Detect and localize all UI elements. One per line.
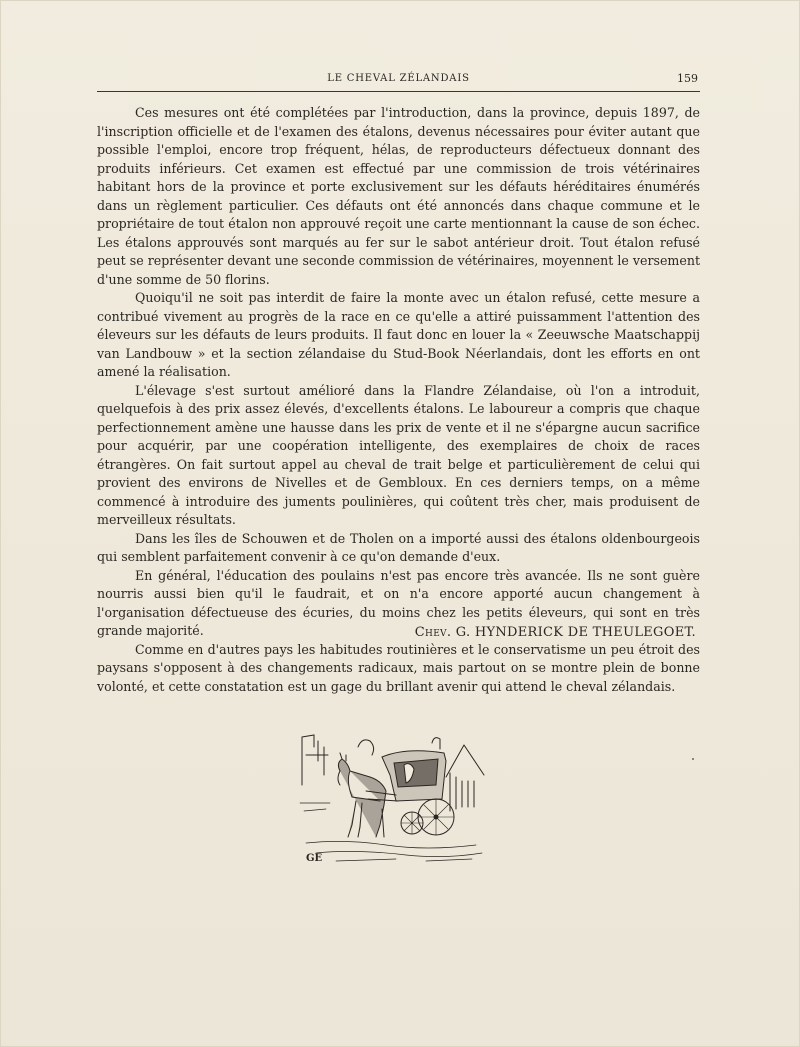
horse-figure	[338, 759, 386, 837]
horse-carriage-drawing	[296, 725, 488, 867]
paragraph: Dans les îles de Schouwen et de Tholen on a importé aussi des étalons oldenbourgeois qui semblent parfaitement convenir à ce qu'on demande d'eux.	[97, 530, 700, 564]
header-rule	[97, 91, 700, 92]
running-title: LE CHEVAL ZÉLANDAIS	[327, 73, 470, 84]
page-number: 159	[677, 72, 698, 85]
paper-speck	[692, 758, 694, 760]
paragraph: Quoiqu'il ne soit pas interdit de faire la monte avec un étalon refusé, cette mesure a contribué vivement au progrès de la race en ce qu'elle a attiré puissamment l'attention des éleveurs sur les défauts de leurs produits. Il faut donc en louer la « Zeeuwsche Maatschappij van Landbouw » et la section zélandaise du Stud-Book Néerlandais, dont les efforts en ont amené la réalisation.	[97, 290, 700, 379]
chimney-sketch	[432, 738, 440, 749]
tree-sketch	[358, 740, 374, 755]
author-signature	[415, 625, 696, 640]
carriage-window	[394, 759, 438, 787]
author-name: G. HYNDERICK DE THEULEGOET.	[455, 625, 696, 640]
building-left-sketch	[302, 735, 328, 785]
artist-monogram: GE	[306, 853, 323, 864]
author-title: Chev.	[414, 625, 452, 640]
running-head	[97, 70, 700, 88]
paragraph: En général, l'éducation des poulains n'est pas encore très avancée. Ils ne sont guère nourris aussi bien qu'il le faudrait, et on n'a encore apporté aucun changement à l'organisation défectueuse des écuries, du moins chez les petits éleveurs, qui sont en très grande majorité.	[97, 567, 700, 638]
carriage-illustration	[296, 725, 488, 867]
body-text	[97, 104, 700, 696]
paragraph: Ces mesures ont été complétées par l'introduction, dans la province, depuis 1897, de l'inscription officielle et de l'examen des étalons, devenus nécessaires pour éviter autant que possible l'emploi, encore trop fréquent, hélas, de reproducteurs défectueux donnant des produits inférieurs. Cet examen est effectué par une commission de trois vétérinaires habitant hors de la province et porte exclusivement sur les défauts héréditaires énumérés dans un règlement particulier. Ces défauts ont été annoncés dans chaque commune et le propriétaire de tout étalon non approuvé reçoit une carte mentionnant la cause de son échec. Les étalons approuvés sont marqués au fer sur le sabot antérieur droit. Tout étalon refusé peut se représenter devant une seconde commission de vétérinaires, moyennent le versement d'une somme de 50 florins.	[97, 105, 700, 287]
ground-lines	[306, 841, 482, 861]
building-right-sketch	[446, 745, 484, 811]
paragraph: Comme en d'autres pays les habitudes routinières et le conservatisme un peu étroit des paysans s'opposent à des changements radicaux, mais partout on se montre plein de bonne volonté, et cette constatation est un gage du brillant avenir qui attend le cheval zélandais.	[97, 641, 700, 694]
paragraph: L'élevage s'est surtout amélioré dans la Flandre Zélandaise, où l'on a introduit, quelquefois à des prix assez élevés, d'excellents étalons. Le laboureur a compris que chaque perfectionnement amène une hausse dans les prix de vente et il ne s'épargne aucun sacrifice pour acquérir, par une coopération intelligente, des exemplaires de choix de races étrangères. On fait surtout appel au cheval de trait belge et particulièrement de celui qui provient des environs de Nivelles et de Gembloux. En ces derniers temps, on a même commencé à introduire des juments poulinières, qui coûtent très cher, mais produisent de merveilleux résultats.	[97, 382, 700, 527]
